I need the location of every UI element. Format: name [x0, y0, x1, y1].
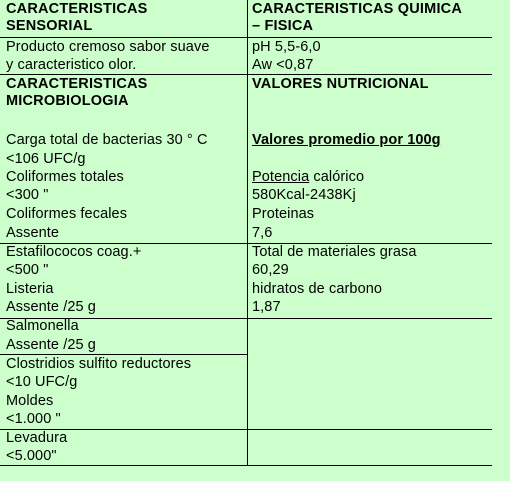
energy-label-b: calórico — [309, 169, 365, 185]
coliform-total-value: <300 " — [6, 187, 49, 203]
salmonella-label: Salmonella — [6, 318, 79, 334]
clostridia-label: Clostridios sulfito reductores — [6, 356, 192, 372]
divider-yeast — [0, 465, 492, 466]
sensory-line-2: y caracteristico olor. — [6, 57, 137, 73]
column-divider — [247, 0, 248, 466]
ph-value: pH 5,5-6,0 — [252, 39, 321, 55]
listeria-label: Listeria — [6, 281, 54, 297]
molds-label: Moldes — [6, 393, 54, 409]
staph-label: Estafilococos coag.+ — [6, 244, 142, 260]
yeast-label: Levadura — [6, 430, 68, 446]
molds-value: <1.000 " — [6, 411, 61, 427]
micro-title-2: MICROBIOLOGIA — [6, 93, 129, 109]
coliform-total-label: Coliformes totales — [6, 169, 124, 185]
staph-value: <500 " — [6, 262, 49, 278]
chem-title-2: – FISICA — [252, 18, 314, 34]
carb-label: hidratos de carbono — [252, 281, 383, 297]
yeast-value: <5.000" — [6, 448, 57, 464]
sensory-title-1: CARACTERISTICAS — [6, 1, 148, 17]
sensory-title-2: SENSORIAL — [6, 18, 93, 34]
nutri-heading: Valores promedio por 100g — [252, 132, 441, 148]
coliform-fecal-value: Assente — [6, 225, 60, 241]
energy-label-a: Potencia — [252, 169, 310, 185]
energy-label — [252, 168, 364, 186]
divider-molds — [0, 429, 492, 430]
fat-label: Total de materiales grasa — [252, 244, 417, 260]
protein-value: 7,6 — [252, 225, 273, 241]
fat-value: 60,29 — [252, 262, 289, 278]
salmonella-value: Assente /25 g — [6, 337, 96, 353]
chem-title-1: CARACTERISTICAS QUIMICA — [252, 1, 463, 17]
divider-sensory — [0, 74, 492, 75]
micro-title-1: CARACTERISTICAS — [6, 76, 148, 92]
nutri-title: VALORES NUTRICIONAL — [252, 76, 429, 92]
energy-value: 580Kcal-2438Kj — [252, 187, 356, 203]
carb-value: 1,87 — [252, 299, 281, 315]
bacteria-label: Carga total de bacterias 30 ° C — [6, 132, 208, 148]
protein-label: Proteinas — [252, 206, 315, 222]
bacteria-value: <106 UFC/g — [6, 151, 86, 167]
listeria-value: Assente /25 g — [6, 299, 96, 315]
coliform-fecal-label: Coliformes fecales — [6, 206, 128, 222]
clostridia-value: <10 UFC/g — [6, 374, 78, 390]
sensory-line-1: Producto cremoso sabor suave — [6, 39, 210, 55]
aw-value: Aw <0,87 — [252, 57, 314, 73]
